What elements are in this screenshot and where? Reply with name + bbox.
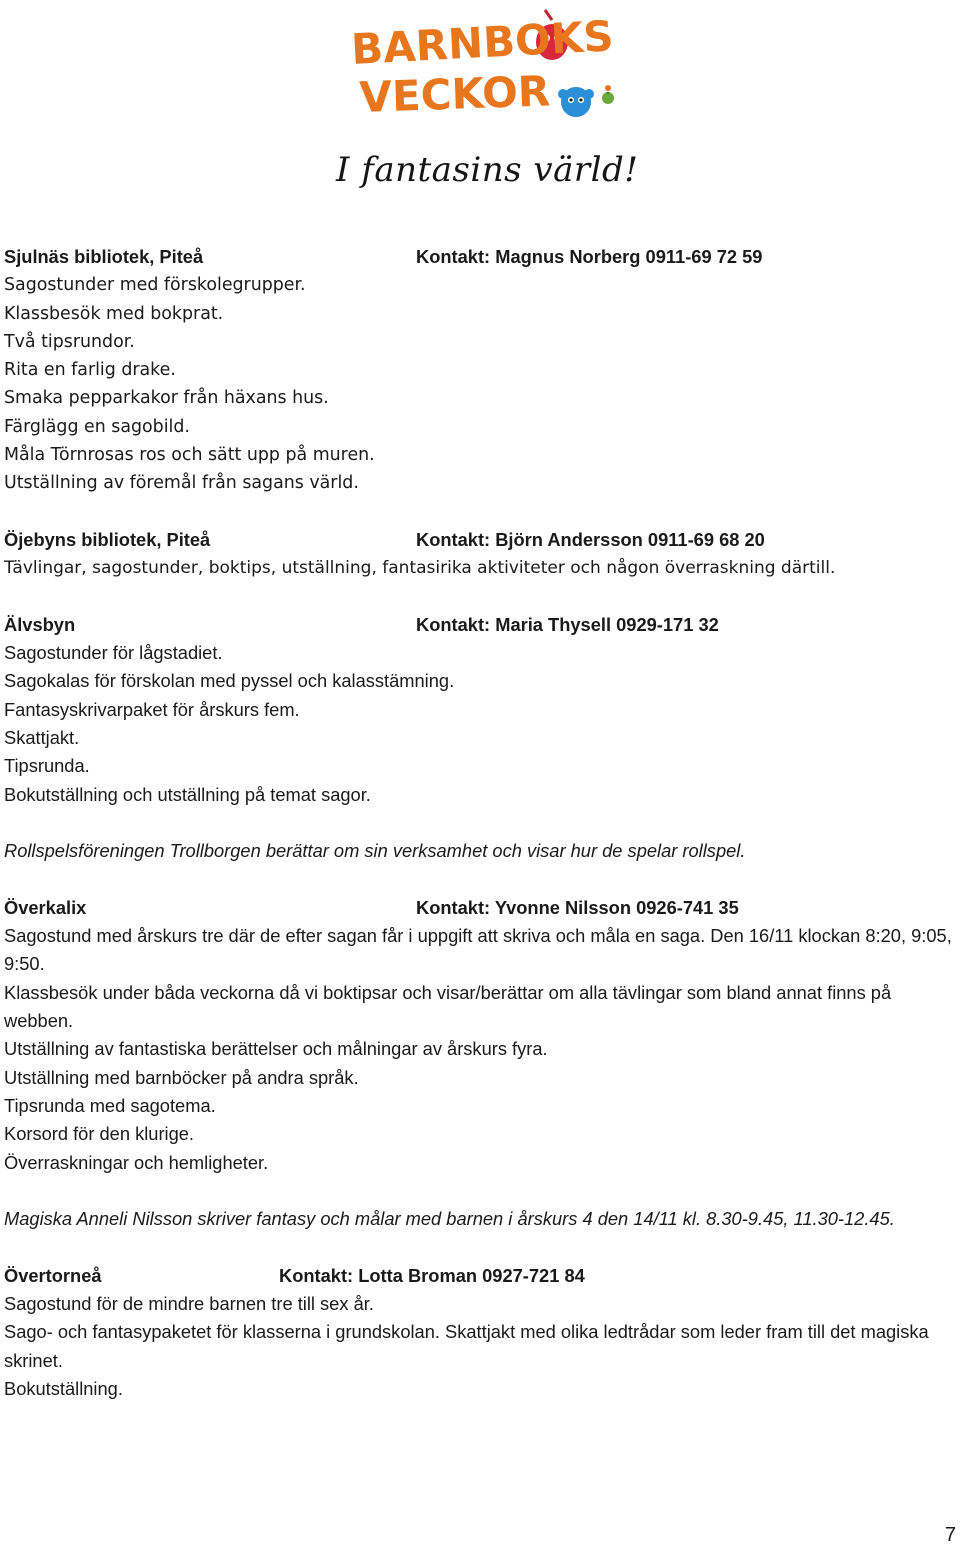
library-listing (4, 243, 958, 1403)
activity-item: Tävlingar, sagostunder, boktips, utställning, fantasirika aktiviteter och någon överraskning därtill. (4, 558, 836, 579)
activity-item: Utställning med barnböcker på andra språk. (4, 1066, 359, 1088)
activity-item: Tipsrunda med sagotema. (4, 1094, 216, 1116)
activity-item: Korsord för den klurige. (4, 1123, 195, 1145)
library-section (4, 243, 958, 498)
activity-item: Sagostunder för lågstadiet. (4, 642, 223, 664)
library-name: Överkalix (4, 896, 87, 918)
section-header (4, 611, 958, 639)
activity-item: Bokutställning och utställning på temat sagor. (4, 783, 371, 805)
activity-item: Färglägg en sagobild. (4, 416, 190, 437)
activity-item: Sago- och fantasypaketet för klasserna i grundskolan. Skattjakt med olika ledtrådar som leder fram till det magiska skrinet. (4, 1321, 929, 1371)
activity-item: Klassbesök under båda veckorna då vi boktipsar och visar/berättar om alla tävlingar som bland annat finns på webben. (4, 981, 892, 1032)
activity-item: Måla Törnrosas ros och sätt upp på muren. (4, 445, 375, 466)
activity-item: Sagostund med årskurs tre där de efter sagan får i uppgift att skriva och måla en saga. Den 16/11 klockan 8:20, 9:05, 9:50. (4, 925, 952, 975)
section-header (4, 894, 958, 922)
fuzzy-creature-icon (558, 87, 594, 117)
activity-item: Rita en farlig drake. (4, 360, 176, 381)
contact-info: Kontakt: Magnus Norberg 0911-69 72 59 (416, 246, 763, 267)
section-note: Magiska Anneli Nilsson skriver fantasy och målar med barnen i årskurs 4 den 14/11 kl. 8.30-9.45, 11.30-12.45. (4, 1208, 895, 1230)
library-section (4, 1262, 958, 1403)
activity-item: Klassbesök med bokprat. (4, 303, 224, 324)
library-section (4, 894, 958, 1234)
library-name: Sjulnäs bibliotek, Piteå (4, 246, 204, 267)
contact-info: Kontakt: Björn Andersson 0911-69 68 20 (416, 528, 765, 550)
section-header (4, 243, 958, 271)
contact-info: Kontakt: Lotta Broman 0927-721 84 (279, 1264, 585, 1286)
barnboksveckor-logo (340, 2, 630, 130)
activity-item: Sagostunder med förskolegrupper. (4, 275, 306, 296)
activity-item: Sagostund för de mindre barnen tre till sex år. (4, 1292, 374, 1314)
activity-item: Smaka pepparkakor från häxans hus. (4, 388, 329, 409)
activity-item: Skattjakt. (4, 727, 80, 749)
library-section (4, 611, 958, 866)
page-tagline: I fantasins värld! (336, 150, 639, 190)
logo-line2: VECKOR (358, 66, 551, 122)
section-header (4, 526, 958, 554)
section-note: Rollspelsföreningen Trollborgen berättar om sin verksamhet och visar hur de spelar rollspel. (4, 840, 746, 862)
page-number: 7 (944, 1524, 956, 1546)
activity-item: Utställning av fantastiska berättelser och målningar av årskurs fyra. (4, 1038, 548, 1060)
activity-item: Fantasyskrivarpaket för årskurs fem. (4, 698, 300, 720)
activity-item: Sagokalas för förskolan med pyssel och kalasstämning. (4, 670, 455, 692)
bug-creature-icon (602, 85, 614, 104)
contact-info: Kontakt: Yvonne Nilsson 0926-741 35 (416, 896, 739, 918)
section-header (4, 1262, 958, 1290)
activity-item: Utställning av föremål från sagans värld. (4, 473, 359, 494)
library-name: Älvsbyn (4, 613, 76, 635)
activity-item: Tipsrunda. (4, 755, 90, 777)
contact-info: Kontakt: Maria Thysell 0929-171 32 (416, 613, 719, 635)
activity-item: Överraskningar och hemligheter. (4, 1151, 269, 1173)
activity-item: Bokutställning. (4, 1377, 123, 1399)
logo-line1: BARNBOKS (349, 11, 615, 74)
library-name: Övertorneå (4, 1264, 102, 1286)
library-section (4, 526, 958, 583)
library-name: Öjebyns bibliotek, Piteå (4, 528, 211, 550)
activity-item: Två tipsrundor. (4, 331, 135, 352)
